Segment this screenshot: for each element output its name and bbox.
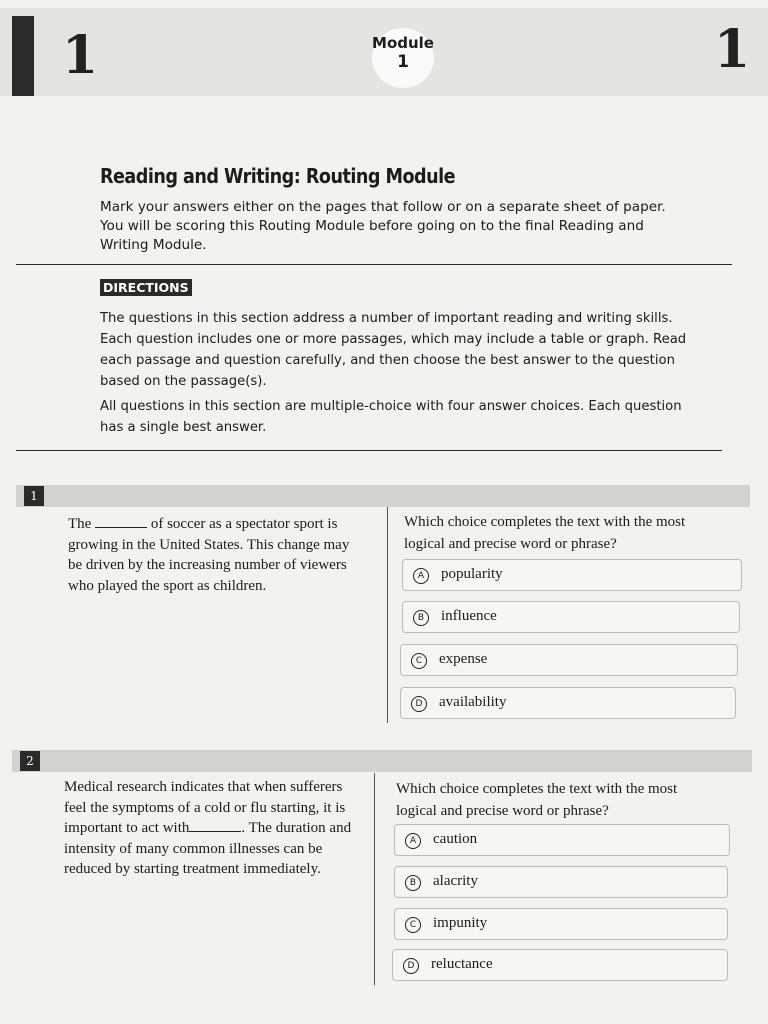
choice-label: impunity <box>433 915 488 931</box>
question-number: 1 <box>24 486 44 506</box>
choice-letter-icon: B <box>413 610 429 626</box>
choice-letter-icon: D <box>411 696 427 712</box>
choice-label: alacrity <box>433 873 478 889</box>
module-number: 1 <box>397 52 409 72</box>
choice-label: availability <box>439 694 507 710</box>
passage-text: The <box>68 516 92 532</box>
directions-paragraph-2: All questions in this section are multiple-choice with four answer choices. Each question has a single best answer. <box>100 399 682 435</box>
answer-choice-d[interactable] <box>400 687 736 719</box>
question-prompt: Which choice completes the text with the most logical and precise word or phrase? <box>396 781 678 819</box>
directions-label: DIRECTIONS <box>100 279 192 296</box>
answer-choice-a[interactable] <box>394 824 730 856</box>
module-badge <box>372 28 434 88</box>
question-prompt: Which choice completes the text with the most logical and precise word or phrase? <box>404 514 686 552</box>
passage-text: of soccer as a spectator sport is growing in the United States. This change may be driven by the increasing number of viewers who played the sport as children. <box>68 516 350 594</box>
directions-paragraph-1: The questions in this section address a number of important reading and writing skills. Each question includes one or more passages, which may include a table or graph. Read each passage and question carefully, and then choose the best answer to the question based on the passage(s). <box>100 311 687 389</box>
choice-label: influence <box>441 608 497 624</box>
question-band <box>16 485 750 507</box>
answer-choice-a[interactable] <box>402 559 742 591</box>
choice-letter-icon: B <box>405 875 421 891</box>
answer-choice-b[interactable] <box>402 601 740 633</box>
page-edge-tab <box>12 16 34 96</box>
answer-choice-c[interactable] <box>400 644 738 676</box>
choice-letter-icon: C <box>405 917 421 933</box>
intro-text: Mark your answers either on the pages that follow or on a separate sheet of paper. You will be scoring this Routing Module before going on to the final Reading and Writing Module. <box>100 199 666 253</box>
question-passage <box>68 514 366 596</box>
answer-choice-c[interactable] <box>394 908 728 940</box>
section-number-right: 1 <box>714 19 751 80</box>
divider-rule <box>16 450 722 451</box>
passage-text: . The duration and intensity of many common illnesses can be reduced by starting treatment immediately. <box>64 820 352 877</box>
choice-letter-icon: C <box>411 653 427 669</box>
answer-choice-d[interactable] <box>392 949 728 981</box>
question-number: 2 <box>20 751 40 771</box>
module-label: Module <box>372 34 434 52</box>
answer-blank <box>189 818 241 832</box>
choice-letter-icon: A <box>413 568 429 584</box>
choice-label: popularity <box>441 566 503 582</box>
column-divider <box>374 773 375 985</box>
question-band <box>12 750 752 772</box>
page-title: Reading and Writing: Routing Module <box>100 164 456 188</box>
answer-choice-b[interactable] <box>394 866 728 898</box>
question-passage <box>64 777 364 880</box>
choice-letter-icon: D <box>403 958 419 974</box>
answer-blank <box>95 514 147 528</box>
choice-label: reluctance <box>431 956 493 972</box>
choice-letter-icon: A <box>405 833 421 849</box>
column-divider <box>387 507 388 723</box>
divider-rule <box>16 264 732 265</box>
choice-label: expense <box>439 651 488 667</box>
section-number-left: 1 <box>62 25 99 86</box>
passage-text: Medical research indicates that when sufferers feel the symptoms of a cold or flu starting, it is important to act with <box>64 779 346 836</box>
choice-label: caution <box>433 831 478 847</box>
